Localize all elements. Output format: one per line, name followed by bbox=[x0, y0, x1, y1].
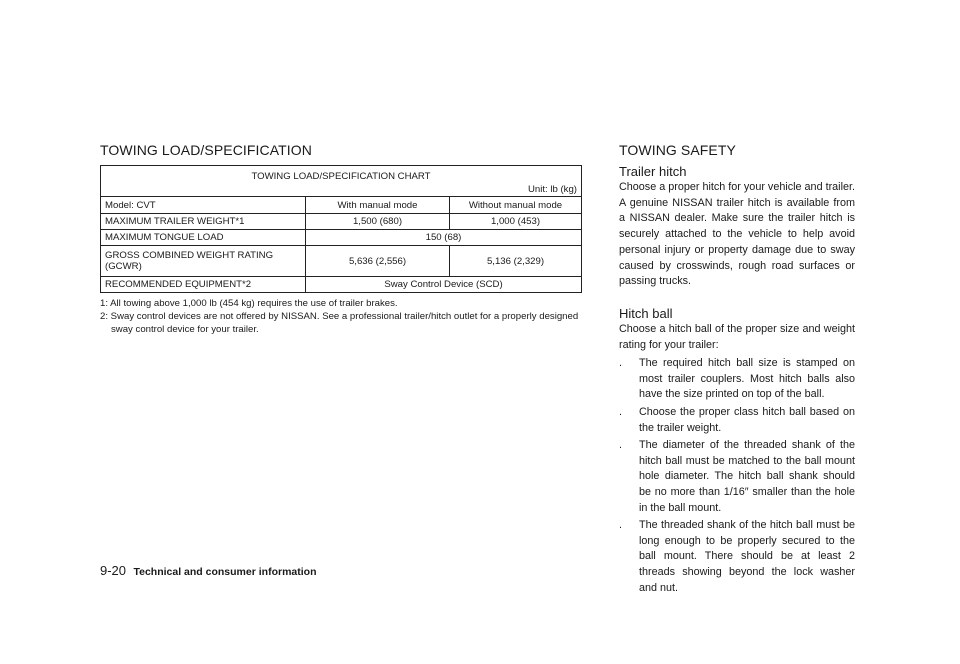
list-item bbox=[619, 438, 855, 517]
row-label: MAXIMUM TRAILER WEIGHT*1 bbox=[101, 214, 306, 230]
row-label-line1: GROSS COMBINED WEIGHT RATING bbox=[105, 250, 274, 261]
bullet-mark: . bbox=[619, 406, 622, 418]
footnote-1: 1: All towing above 1,000 lb (454 kg) requires the use of trailer brakes. bbox=[100, 298, 398, 309]
cell-value: 150 (68) bbox=[306, 230, 582, 246]
table-caption-row bbox=[101, 166, 582, 183]
bullet-text: Choose the proper class hitch ball based on the trailer weight. bbox=[639, 406, 855, 434]
table-footnotes bbox=[100, 297, 600, 336]
table-row bbox=[101, 246, 582, 277]
list-item bbox=[619, 356, 855, 403]
header-model: Model: CVT bbox=[101, 197, 306, 214]
bullet-text: The diameter of the threaded shank of the hitch ball must be matched to the ball mount hole diameter. The hitch ball shank should be no more than 1/16″ smaller than the hole in the ball mount. bbox=[639, 439, 855, 514]
row-label bbox=[101, 246, 306, 277]
header-without-manual: Without manual mode bbox=[450, 197, 582, 214]
table-unit: Unit: lb (kg) bbox=[101, 182, 582, 197]
row-label-line2: (GCWR) bbox=[105, 261, 142, 272]
bullet-mark: . bbox=[619, 357, 622, 369]
list-item bbox=[619, 405, 855, 436]
row-label: RECOMMENDED EQUIPMENT*2 bbox=[105, 279, 252, 290]
towing-load-heading: TOWING LOAD/SPECIFICATION bbox=[100, 142, 313, 158]
bullet-mark: . bbox=[619, 439, 622, 451]
cell-value: Sway Control Device (SCD) bbox=[306, 277, 582, 293]
page-footer bbox=[100, 562, 317, 580]
towing-spec-table bbox=[100, 165, 582, 293]
table-unit-row bbox=[101, 182, 582, 197]
table-row bbox=[101, 214, 582, 230]
cell-value: 5,136 (2,329) bbox=[450, 246, 582, 277]
bullet-mark: . bbox=[619, 519, 622, 531]
hitch-ball-intro: Choose a hitch ball of the proper size and weight rating for your trailer: bbox=[619, 323, 855, 351]
bullet-text: The threaded shank of the hitch ball must be long enough to be properly secured to the ball mount. There should be at least 2 threads showing beyond the lock washer and nut. bbox=[639, 519, 855, 594]
cell-value: 1,000 (453) bbox=[450, 214, 582, 230]
table-row bbox=[101, 277, 582, 293]
hitch-ball-heading: Hitch ball bbox=[619, 306, 673, 321]
cell-value: 1,500 (680) bbox=[306, 214, 450, 230]
towing-safety-heading: TOWING SAFETY bbox=[619, 142, 736, 158]
list-item bbox=[619, 518, 855, 597]
trailer-hitch-text: Choose a proper hitch for your vehicle and trailer. A genuine NISSAN trailer hitch is available from a NISSAN dealer. Make sure the trailer hitch is securely attached to the vehicle to help avoid personal injury or property damage due to sway caused by crosswinds, rough road surfaces or passing trucks. bbox=[619, 181, 855, 288]
footer-section-title: Technical and consumer information bbox=[133, 566, 317, 578]
header-with-manual: With manual mode bbox=[306, 197, 450, 214]
table-header-row bbox=[101, 197, 582, 214]
footnote-2: 2: Sway control devices are not offered by NISSAN. See a professional trailer/hitch outlet for a properly designed sway control device for your trailer. bbox=[100, 311, 579, 335]
page-number: 9-20 bbox=[100, 563, 127, 578]
cell-value: 5,636 (2,556) bbox=[306, 246, 450, 277]
row-label: MAXIMUM TONGUE LOAD bbox=[101, 230, 306, 246]
bullet-text: The required hitch ball size is stamped on most trailer couplers. Most hitch balls also have the size printed on top of the ball. bbox=[639, 357, 855, 401]
table-caption: TOWING LOAD/SPECIFICATION CHART bbox=[251, 171, 431, 182]
table-row bbox=[101, 230, 582, 246]
trailer-hitch-heading: Trailer hitch bbox=[619, 164, 687, 179]
